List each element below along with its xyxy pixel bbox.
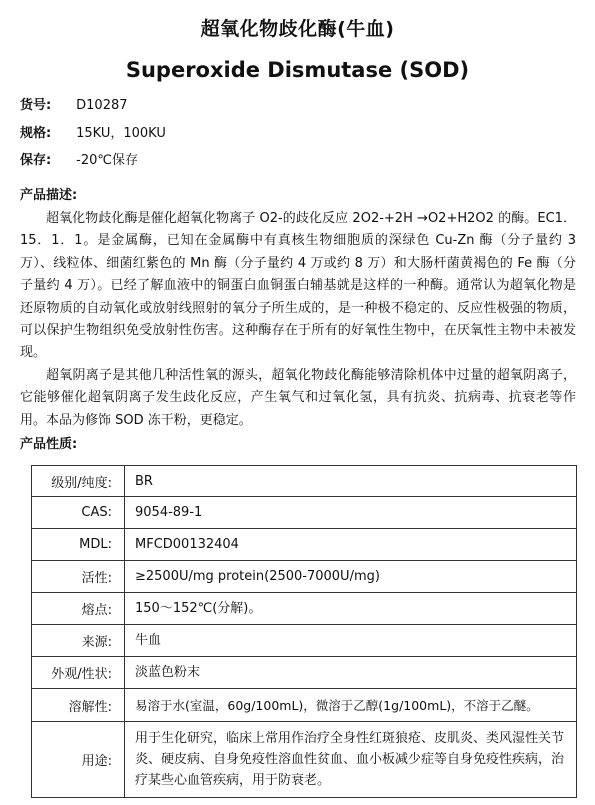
property-key: 活性: <box>32 561 125 593</box>
product-title-chinese: 超氧化物歧化酶(牛血) <box>200 18 395 40</box>
table-row <box>32 497 577 529</box>
property-value: 淡蓝色粉末 <box>125 657 577 689</box>
property-value: 用于生化研究，临床上常用作治疗全身性红斑狼疮、皮肌炎、类风湿性关节炎、硬皮病、自身免疫性溶血性贫血、血小板减少症等自身免疫性疾病，治疗某些心血管疾病，用于防衰老。 <box>125 722 577 798</box>
property-key: 熔点: <box>32 593 125 625</box>
meta-row-storage <box>20 151 138 171</box>
meta-value: D10287 <box>76 98 128 113</box>
meta-label: 货号: <box>20 98 52 113</box>
property-value: 9054-89-1 <box>125 497 577 529</box>
property-value: 易溶于水(室温，60g/100mL)，微溶于乙醇(1g/100mL)，不溶于乙醚。 <box>125 689 577 722</box>
meta-value: -20℃保存 <box>76 153 138 168</box>
properties-table <box>31 465 577 798</box>
property-value: 牛血 <box>125 625 577 657</box>
property-key: MDL: <box>32 529 125 561</box>
table-row <box>32 466 577 497</box>
property-key: 级别/纯度: <box>32 466 125 497</box>
meta-label: 规格: <box>20 126 52 141</box>
description-paragraph: 超氧化物歧化酶是催化超氧化物离子 O2-的歧化反应 2O2-+2H →O2+H2O2 的酶。EC1．15．1．1。是金属酶，已知在金属酶中有真核生物细胞质的深绿色 Cu-Zn 酶（分子量约 3 万）、线粒体、细菌红紫色的 Mn 酶（分子量约 4 万或约 8 万）和大肠杆菌黄褐色的 Fe 酶（分子量约 4 万）。已经了解血液中的铜蛋白血铜蛋白辅基就是这样的一种酶。通常认为超氧化物是还原物质的自动氧化或放射线照射的氧分子所生成的，是一种极不稳定的、反应性极强的物质，可以保护生物组织免受放射性伤害。这种酶存在于所有的好氧性生物中，在厌氧性主物中未被发现。 <box>20 211 576 361</box>
property-value: ≥2500U/mg protein(2500-7000U/mg) <box>125 561 577 593</box>
section-heading-description: 产品描述: <box>20 188 78 203</box>
property-value: BR <box>125 466 577 497</box>
property-key: 来源: <box>32 625 125 657</box>
property-value: MFCD00132404 <box>125 529 577 561</box>
property-key: CAS: <box>32 497 125 529</box>
table-row <box>32 657 577 689</box>
property-key: 用途: <box>32 722 125 798</box>
table-row <box>32 593 577 625</box>
section-heading-properties: 产品性质: <box>20 437 78 452</box>
product-title-english: Superoxide Dismutase (SOD) <box>125 58 470 82</box>
product-description <box>20 208 576 432</box>
meta-label: 保存: <box>20 153 52 168</box>
property-key: 外观/性状: <box>32 657 125 689</box>
table-row <box>32 561 577 593</box>
table-row <box>32 625 577 657</box>
table-row <box>32 529 577 561</box>
table-row <box>32 722 577 798</box>
table-row <box>32 689 577 722</box>
property-value: 150～152℃(分解)。 <box>125 593 577 625</box>
meta-row-specification <box>20 124 166 144</box>
meta-row-catalog-number <box>20 96 128 116</box>
meta-value: 15KU，100KU <box>76 126 166 141</box>
property-key: 溶解性: <box>32 689 125 722</box>
description-paragraph: 超氧阴离子是其他几种活性氧的源头，超氧化物歧化酶能够清除机体中过量的超氧阴离子，它能够催化超氧阴离子发生歧化反应，产生氧气和过氧化氢，具有抗炎、抗病毒、抗衰老等作用。本品为修饰 SOD 冻干粉，更稳定。 <box>20 367 576 428</box>
